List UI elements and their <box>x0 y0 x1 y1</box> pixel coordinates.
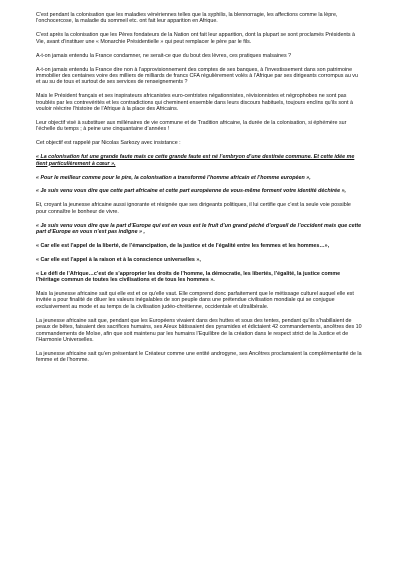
quote-identite-dechiree: « Je suis venu vous dire que cette part africaine et cette part européenne de vous-même forment votre identité déchirée », <box>36 188 347 195</box>
quote-appel-liberte: « Car elle est l’appel de la liberté, de l’émancipation, de la justice et de l’égalité entre les femmes et les hommes…», <box>36 242 330 249</box>
paragraph-jeunesse-ignorante: Et, croyant la jeunesse africaine aussi ignorante et résignée que ses dirigeants politiques, il lui certifie que c’est la seule voie possible pour connaître le bonheur de vivre. <box>36 202 351 215</box>
paragraph-metissage-culturel: Mais la jeunesse africaine sait qui elle est et ce qu’elle vaut. Elle comprend donc parfaitement que le métissage culturel auquel elle est invitée a pour finalité de diluer les valeurs inégalables de son peuple dans une prétendue civilisation mondiale qui se conjugue exclusivement au mode et au temps de la civilisation judéo-chrétienne, occidentale et ultralibérale. <box>36 291 354 310</box>
paragraph-pyramides-commandements: La jeunesse africaine sait que, pendant que les Européens vivaient dans des huttes et sous des tentes, pendant qu’ils s’habillaient de peaux de bêtes, faisaient des sacrifices humains, ses Aïeux bâtissaient des pyramides et édictaient 42 commandements, ancêtres des 10 commandements de Moïse, afin que soit maintenu par les humains l’Equilibre de la création dans le respect strict de la Justice et de l’Harmonie Universelles. <box>36 317 362 343</box>
paragraph-objectif-vise: Leur objectif visé à substituer aux millénaires de vie commune et de Tradition africaine, la durée de la colonisation, si éphémère sur l’échelle du temps ; à peine une cinquantaine d’années ! <box>36 119 347 133</box>
quote-meilleur-pire: « Pour le meilleur comme pour le pire, la colonisation a transformé l’homme africain et l’homme européen », <box>36 174 311 181</box>
paragraph-president-francais: Mais le Président français et ses inspirateurs africanistes euro-centristes négationnistes, révisionnistes et négrophobes ne sont pas troublés par les contrevérités et les contradictions qui cheminent ensemble dans leurs discours habituels, toujours enclins qu’ils sont à vouloir réécrire l’histoire de l’Afrique à la place des Africains. <box>36 93 353 113</box>
quote-defi-afrique: « Le défi de l’Afrique…c’est de s’approprier les droits de l’homme, la démocratie, les libertés, l’égalité, la justice comme l’héritage commun de toutes les civilisations et de tous les hommes ». <box>36 270 341 284</box>
paragraph-createur-androgyne: La jeunesse africaine sait qu’en présentant le Créateur comme une entité androgyne, ses Ancêtres proclamaient la complémentarité de la femme et de l’homme. <box>36 350 362 364</box>
paragraph-objectif-rappele: Cet objectif est rappelé par Nicolas Sarkozy avec insistance : <box>36 140 181 147</box>
quote-appel-raison: « Car elle est l’appel à la raison et à la conscience universelles », <box>36 256 201 263</box>
quote-grande-faute: « La colonisation fut une grande faute mais ce cette grande faute est né l’embryon d’une destinée commune. Et cette idée me tient particulièrement à cœur », <box>36 154 355 167</box>
paragraph-colonisation-maladies: C’est pendant la colonisation que les maladies vénériennes telles que la syphilis, la blennorragie, les affections comme la lèpre, l’onchocercose, la maladie du sommeil etc. ont fait leur apparition en Afrique. <box>36 12 338 25</box>
paragraph-question-france-condamner: A-t-on jamais entendu la France condamner, ne serait-ce que du bout des lèvres, ces pratiques malsaines ? <box>36 52 292 59</box>
paragraph-question-comptes-banques: A-t-on jamais entendu la France dire non à l’approvisionnement des comptes de ses banques, à l’investissement dans son patrimoine immobilier des centaines voire des milliers de milliards de francs CFA régulièrement volés à l’Afrique par ses dirigeants corrompus au vu et au su de tous et surtout de ses services de renseignements ? <box>36 66 358 86</box>
quote-part-europe: « Je suis venu vous dire que la part d’Europe qui est en vous est le fruit d’un grand péché d’orgueil de l’occident mais que cette part d’Europe en vous n’est pas indigne » , <box>36 222 362 236</box>
paragraph-peres-fondateurs: C’est après la colonisation que les Pères fondateurs de la Nation ont fait leur apparition, dont la plupart se sont proclamés Présidents à Vie, avant d’instituer une « Monarchie Présidentielle » qui peut remplacer le père par le fils. <box>36 32 356 45</box>
